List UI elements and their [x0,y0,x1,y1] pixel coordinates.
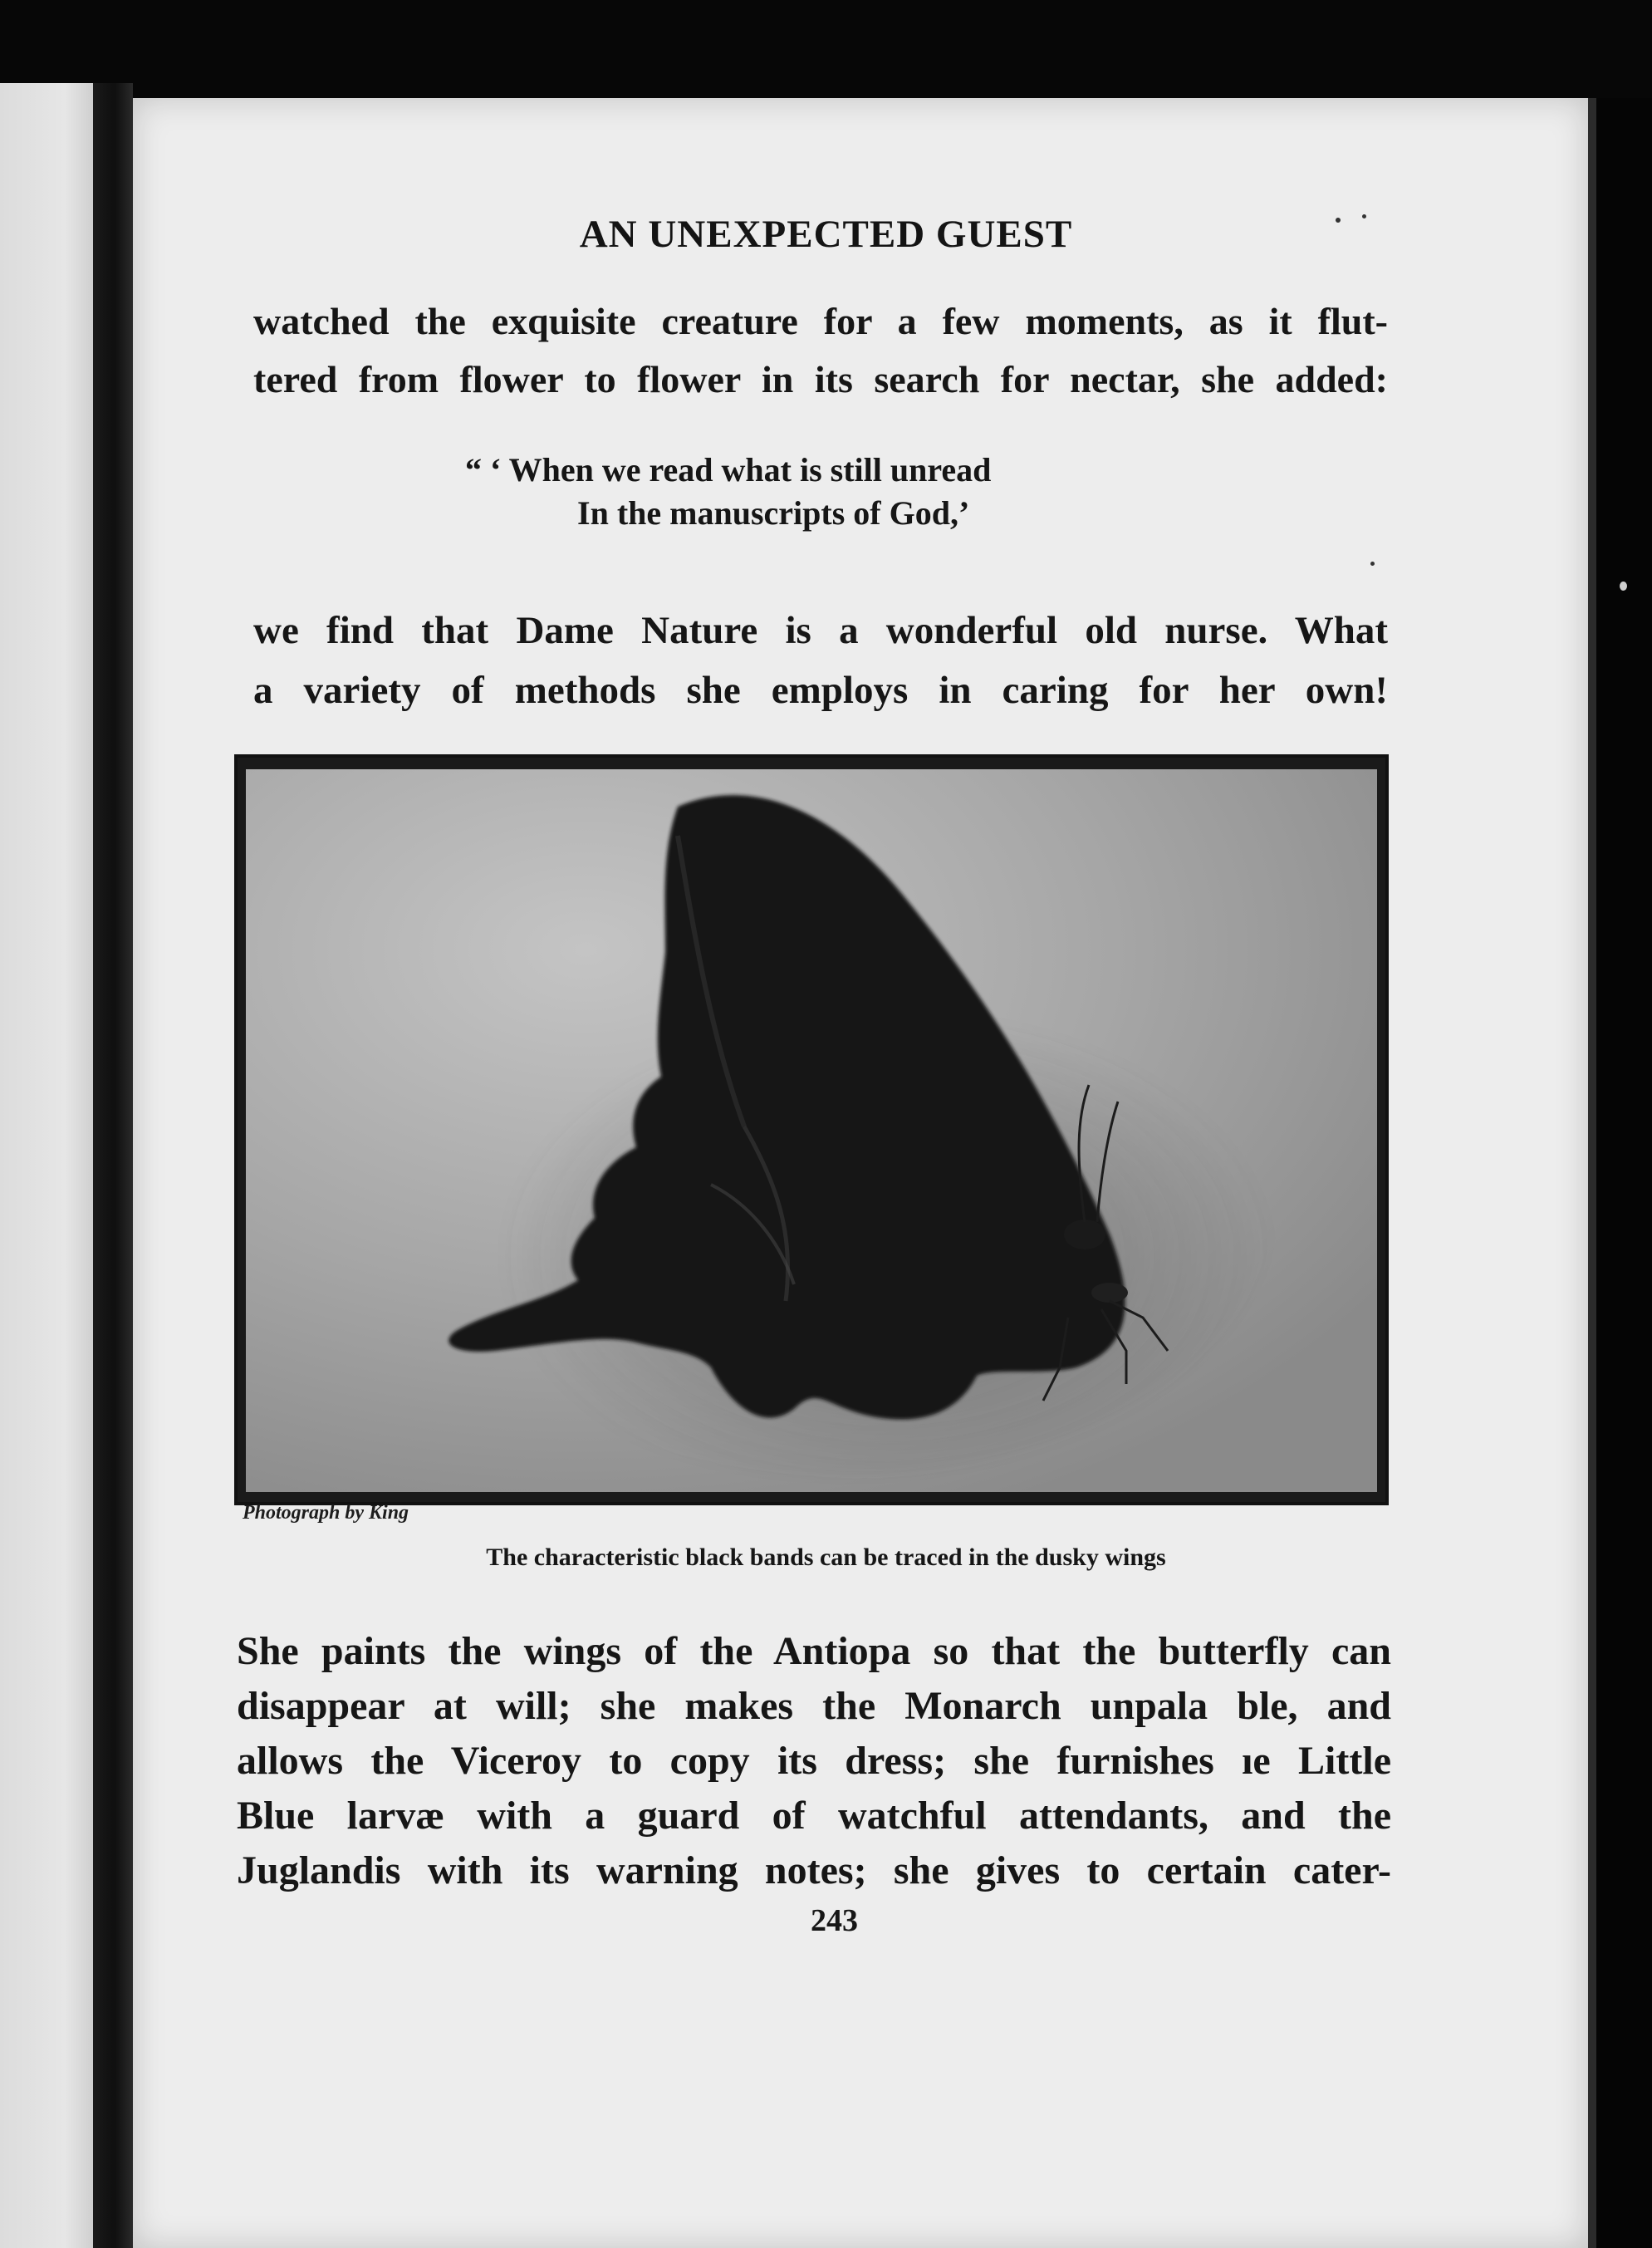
running-head: AN UNEXPECTED GUEST [579,213,1073,256]
photo-caption: The characteristic black bands can be traced in the dusky wings [486,1544,1166,1571]
text-line: Blue larvæ with a guard of watchful attendants, and the [237,1794,1391,1838]
butterfly-photograph [246,769,1377,1492]
text-line: a variety of methods she employs in caring for her own! [253,669,1388,712]
scan-speck [1620,582,1627,591]
paragraph-2 [253,601,1388,720]
scan-speck [1370,562,1375,566]
paragraph-3 [237,1624,1391,1898]
butterfly-illustration [246,769,1377,1492]
verse-line: In the manuscripts of God,’ [577,494,970,532]
verse-line: “ ‘ When we read what is still unread [465,451,992,488]
text-line: watched the exquisite creature for a few moments, as it flut- [253,300,1388,342]
photo-credit: Photograph by King [243,1502,409,1524]
page-number: 243 [811,1903,858,1938]
paragraph-1 [253,292,1388,409]
text-line: allows the Viceroy to copy its dress; she furnishes ıe Little [237,1739,1391,1783]
photo-frame [234,754,1389,1505]
text-line: disappear at will; she makes the Monarch unpala ble, and [237,1684,1391,1728]
text-line: we find that Dame Nature is a wonderful old nurse. What [253,609,1388,652]
text-line: Juglandis with its warning notes; she gives to certain cater- [237,1848,1391,1892]
scan-speck [1362,214,1366,218]
scan-speck [1336,218,1341,223]
verse-quote [465,449,1130,535]
text-line: She paints the wings of the Antiopa so that the butterfly can [237,1629,1391,1673]
text-line: tered from flower to flower in its search for nectar, she added: [253,358,1388,400]
